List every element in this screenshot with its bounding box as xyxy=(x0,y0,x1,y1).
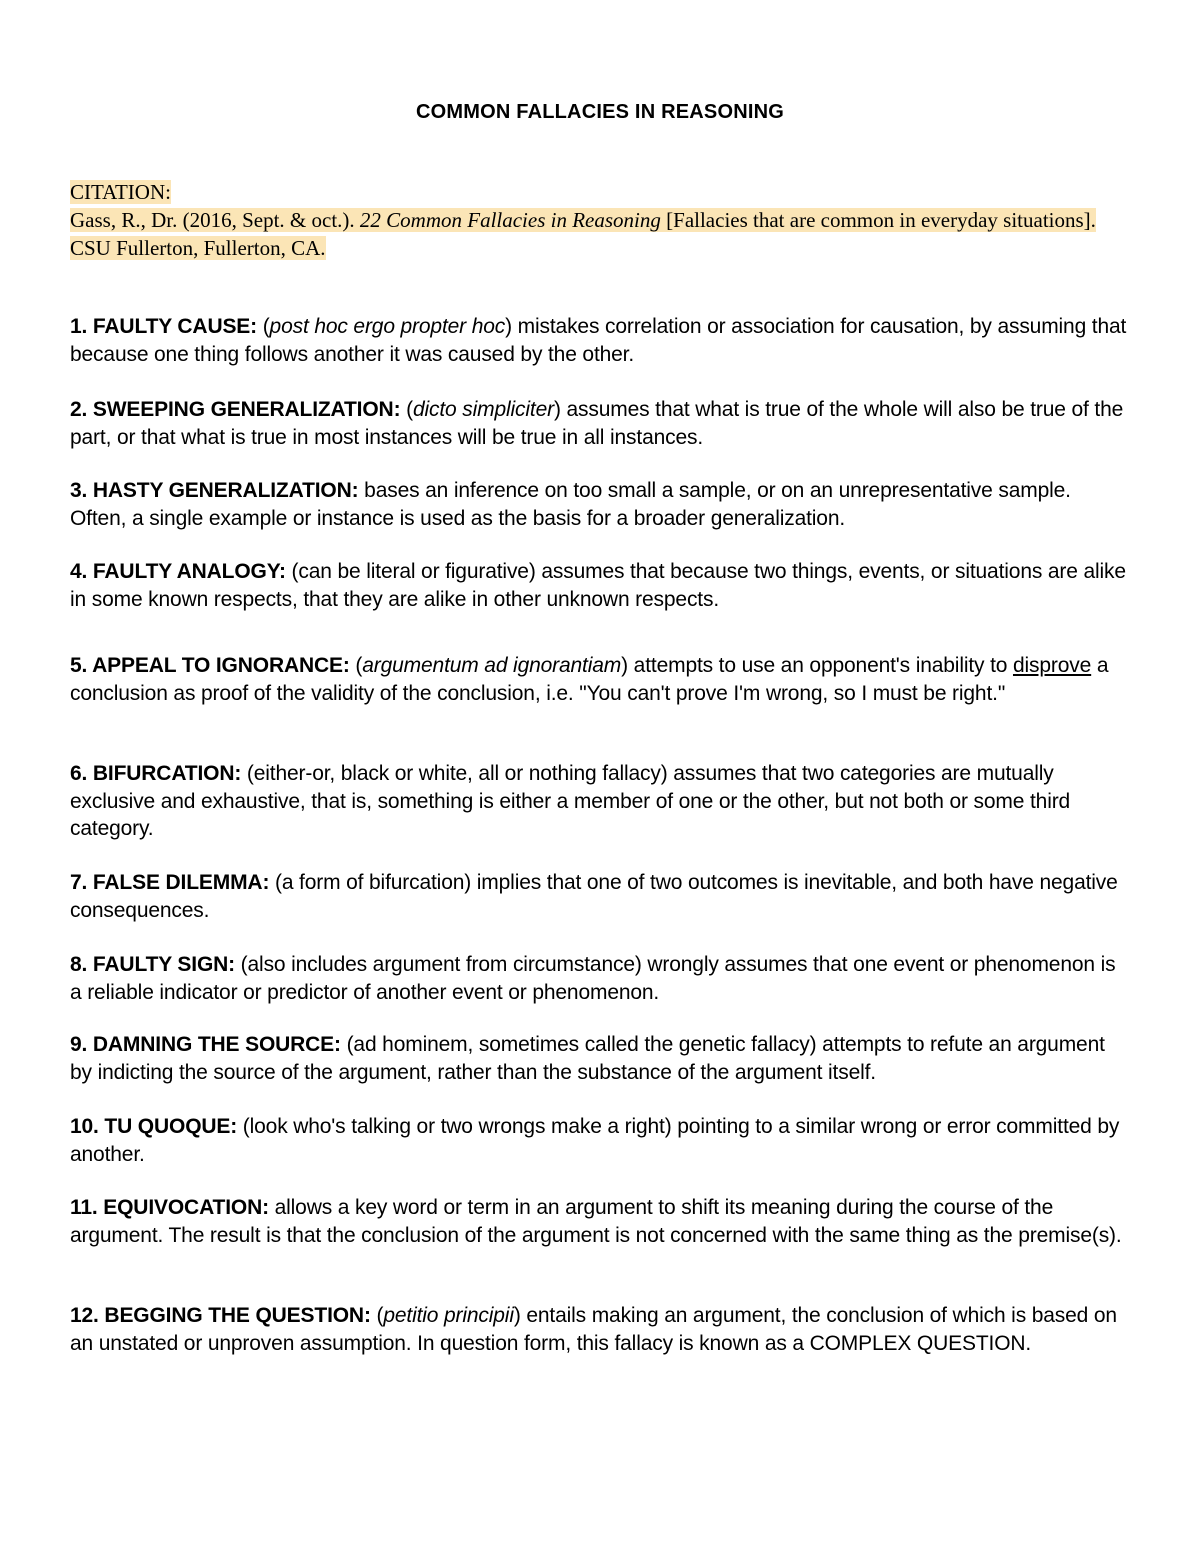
fallacy-heading: 4. FAULTY ANALOGY: xyxy=(70,560,286,583)
fallacy-description: bases an inference on too small a sample, or on an unrepresentative sample. Often, a single example or instance is used as the basis for a broader generalization. xyxy=(70,479,1071,530)
fallacy-equivocation xyxy=(70,1194,1130,1249)
fallacy-latin-term: petitio principii xyxy=(383,1304,514,1327)
fallacy-latin-term: post hoc ergo propter hoc xyxy=(269,315,506,338)
fallacy-hasty-generalization xyxy=(70,477,1130,532)
citation-authors-date: Gass, R., Dr. (2016, Sept. & oct.). xyxy=(70,208,360,232)
fallacy-heading: 3. HASTY GENERALIZATION: xyxy=(70,479,359,502)
fallacy-description: (either-or, black or white, all or nothing fallacy) assumes that two categories are mutually exclusive and exhaustive, that is, something is either a member of one or the other, but not both or some third category. xyxy=(70,762,1071,840)
citation-text xyxy=(70,208,1096,260)
citation-block xyxy=(70,178,1130,262)
fallacy-appeal-to-ignorance: 5. APPEAL TO IGNORANCE: (argumentum ad ignorantiam) attempts to use an opponent's inability to disprove a conclusion as proof of the validity of the conclusion, i.e. "You can't prove I'm wrong, so I must be right." xyxy=(70,654,1109,705)
fallacy-heading: 11. EQUIVOCATION: xyxy=(70,1196,269,1219)
fallacy-description: (also includes argument from circumstance) wrongly assumes that one event or phenomenon is a reliable indicator or predictor of another event or phenomenon. xyxy=(70,953,1116,1004)
fallacy-heading: 7. FALSE DILEMMA: xyxy=(70,871,270,894)
fallacy-false-dilemma xyxy=(70,869,1130,924)
fallacy-description: ) attempts to use an opponent's inability to xyxy=(621,654,1013,677)
fallacy-faulty-cause: 1. FAULTY CAUSE: (post hoc ergo propter hoc) mistakes correlation or association for causation, by assuming that because one thing follows another it was caused by the other. xyxy=(70,315,1127,366)
fallacy-begging-the-question: 12. BEGGING THE QUESTION: (petitio principii) entails making an argument, the conclusion of which is based on an unstated or unproven assumption. In question form, this fallacy is known as a COMPLEX QUESTION. xyxy=(70,1304,1117,1355)
fallacy-heading: 6. BIFURCATION: xyxy=(70,762,242,785)
fallacy-description: (a form of bifurcation) implies that one of two outcomes is inevitable, and both have negative consequences. xyxy=(70,871,1118,922)
fallacy-description: ) mistakes correlation or association for causation, by assuming that because one thing follows another it was caused by the other. xyxy=(70,315,1127,366)
fallacy-description-continued: a conclusion as proof of the validity of the conclusion, i.e. "You can't prove I'm wrong, so I must be right." xyxy=(70,654,1109,705)
fallacy-sweeping-generalization: 2. SWEEPING GENERALIZATION: (dicto simpliciter) assumes that what is true of the whole will also be true of the part, or that what is true in most instances will be true in all instances. xyxy=(70,398,1124,449)
fallacy-description: ) assumes that what is true of the whole will also be true of the part, or that what is true in most instances will be true in all instances. xyxy=(70,398,1124,449)
underlined-word: disprove xyxy=(1012,654,1092,677)
citation-work-title: 22 Common Fallacies in Reasoning xyxy=(359,208,661,232)
citation-description: [Fallacies that are common in everyday situations]. CSU Fullerton, Fullerton, CA. xyxy=(70,208,1096,260)
fallacy-description: ) entails making an argument, the conclusion of which is based on an unstated or unproven assumption. In question form, this fallacy is known as a COMPLEX QUESTION. xyxy=(70,1304,1117,1355)
fallacy-bifurcation xyxy=(70,760,1130,843)
fallacy-latin-term: dicto simpliciter xyxy=(412,398,554,421)
citation-label: CITATION: xyxy=(70,180,171,204)
fallacy-heading: 12. BEGGING THE QUESTION: xyxy=(70,1304,371,1327)
fallacy-description: (look who's talking or two wrongs make a right) pointing to a similar wrong or error committed by another. xyxy=(70,1115,1120,1166)
fallacy-heading: 9. DAMNING THE SOURCE: xyxy=(70,1033,341,1056)
fallacy-description: (ad hominem, sometimes called the genetic fallacy) attempts to refute an argument by indicting the source of the argument, rather than the substance of the argument itself. xyxy=(70,1033,1105,1084)
fallacy-heading: 2. SWEEPING GENERALIZATION: xyxy=(70,398,401,421)
fallacy-description: (can be literal or figurative) assumes that because two things, events, or situations are alike in some known respects, that they are alike in other unknown respects. xyxy=(70,560,1126,611)
fallacy-faulty-analogy xyxy=(70,558,1130,613)
fallacy-description: allows a key word or term in an argument to shift its meaning during the course of the argument. The result is that the conclusion of the argument is not concerned with the same thing as the premise(s). xyxy=(70,1196,1122,1247)
fallacy-heading: 10. TU QUOQUE: xyxy=(70,1115,238,1138)
fallacy-tu-quoque xyxy=(70,1113,1130,1168)
fallacy-heading: 5. APPEAL TO IGNORANCE: xyxy=(70,654,350,677)
fallacy-heading: 8. FAULTY SIGN: xyxy=(70,953,235,976)
fallacy-faulty-sign xyxy=(70,951,1130,1006)
fallacy-damning-the-source xyxy=(70,1031,1130,1086)
fallacy-latin-term: argumentum ad ignorantiam xyxy=(362,654,622,677)
document-title: COMMON FALLACIES IN REASONING xyxy=(415,101,785,123)
fallacy-heading: 1. FAULTY CAUSE: xyxy=(70,315,258,338)
